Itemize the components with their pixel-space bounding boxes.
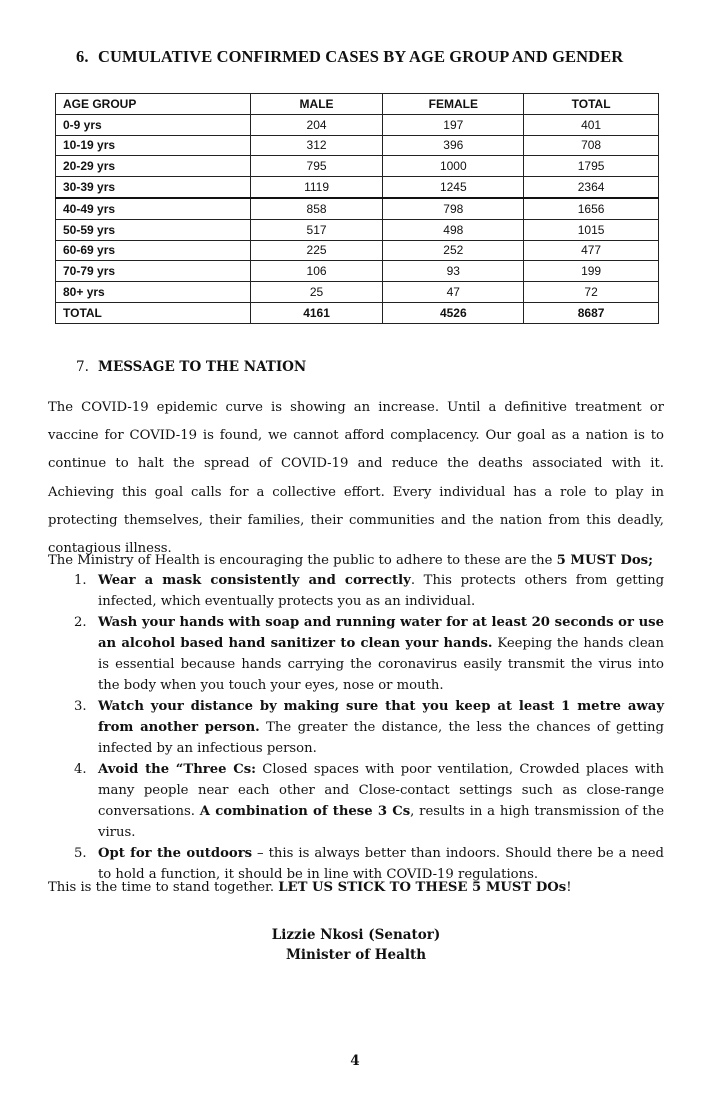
list-item xyxy=(48,612,664,696)
list-item-text: . This protects others from getting infected, which eventually protects you as an individual. xyxy=(98,573,665,609)
must-dos-intro-bold: 5 MUST Dos; xyxy=(556,553,653,568)
table-row xyxy=(56,114,659,135)
table-total-row xyxy=(56,302,659,323)
male-cell: 225 xyxy=(250,240,383,261)
signature-block xyxy=(200,925,512,965)
total-cell: 708 xyxy=(524,135,659,156)
male-cell: 517 xyxy=(250,219,383,240)
table-header-row xyxy=(56,94,659,115)
header-age-group: AGE GROUP xyxy=(56,94,251,115)
table-row xyxy=(56,282,659,303)
section-6-heading xyxy=(76,47,623,67)
header-male: MALE xyxy=(250,94,383,115)
list-item xyxy=(48,570,664,612)
total-cell: 1015 xyxy=(524,219,659,240)
total-label-cell: TOTAL xyxy=(56,302,251,323)
section-7-heading xyxy=(76,359,306,375)
table-row xyxy=(56,261,659,282)
table-row xyxy=(56,240,659,261)
total-cell: 1795 xyxy=(524,156,659,177)
list-item-text-2: , results in a high transmission of the virus. xyxy=(98,804,665,840)
header-female: FEMALE xyxy=(383,94,524,115)
must-dos-intro xyxy=(48,550,664,571)
male-cell: 858 xyxy=(250,198,383,219)
female-cell: 498 xyxy=(383,219,524,240)
list-item-text: Keeping the hands clean is essential because hands carrying the coronavirus easily transmit the virus into the body when you touch your eyes, nose or mouth. xyxy=(98,636,664,693)
list-item-bold-2: A combination of these 3 Cs xyxy=(199,804,411,819)
list-item-bold: Wash your hands with soap and running water for at least 20 seconds or use an alcohol based hand sanitizer to clean your hands. xyxy=(98,615,664,651)
total-cell: 72 xyxy=(524,282,659,303)
list-item xyxy=(48,759,664,843)
female-cell: 47 xyxy=(383,282,524,303)
total-cell: 401 xyxy=(524,114,659,135)
age-group-cell: 20-29 yrs xyxy=(56,156,251,177)
section-6-title: CUMULATIVE CONFIRMED CASES BY AGE GROUP AND GENDER xyxy=(98,47,624,66)
total-female-cell: 4526 xyxy=(383,302,524,323)
list-item-bold: Opt for the outdoors xyxy=(98,846,253,861)
closing-text: This is the time to stand together. xyxy=(48,880,279,895)
female-cell: 1000 xyxy=(383,156,524,177)
male-cell: 1119 xyxy=(250,177,383,198)
female-cell: 798 xyxy=(383,198,524,219)
list-item-number: 2. xyxy=(74,615,87,630)
list-item-text: Closed spaces with poor ventilation, Crowded places with many people near each other and Close-contact settings such as close-range conversations. xyxy=(98,762,665,819)
list-item-number: 1. xyxy=(74,573,87,588)
total-cell: 477 xyxy=(524,240,659,261)
list-item-number: 3. xyxy=(74,699,87,714)
age-group-cell: 10-19 yrs xyxy=(56,135,251,156)
male-cell: 25 xyxy=(250,282,383,303)
age-group-cell: 50-59 yrs xyxy=(56,219,251,240)
list-item xyxy=(48,696,664,759)
list-item-number: 5. xyxy=(74,846,87,861)
age-group-cell: 40-49 yrs xyxy=(56,198,251,219)
total-male-cell: 4161 xyxy=(250,302,383,323)
list-item-bold: Avoid the “Three Cs: xyxy=(98,762,256,777)
female-cell: 252 xyxy=(383,240,524,261)
age-group-cell: 0-9 yrs xyxy=(56,114,251,135)
section-7-title: MESSAGE TO THE NATION xyxy=(98,359,307,375)
section-6-number: 6. xyxy=(76,47,89,66)
table-row xyxy=(56,156,659,177)
total-cell: 2364 xyxy=(524,177,659,198)
male-cell: 204 xyxy=(250,114,383,135)
must-dos-intro-text: The Ministry of Health is encouraging the public to adhere to these are the xyxy=(48,553,557,568)
total-cell: 199 xyxy=(524,261,659,282)
table-row xyxy=(56,135,659,156)
page-number: 4 xyxy=(350,1053,360,1069)
cases-by-age-gender-table xyxy=(55,93,659,324)
female-cell: 396 xyxy=(383,135,524,156)
closing-line xyxy=(48,877,664,898)
signatory-name: Lizzie Nkosi (Senator) xyxy=(271,927,441,943)
female-cell: 93 xyxy=(383,261,524,282)
list-item-bold: Wear a mask consistently and correctly xyxy=(98,573,411,588)
list-item-text: – this is always better than indoors. Should there be a need to hold a function, it should be in line with COVID-19 regulations. xyxy=(98,846,664,882)
female-cell: 197 xyxy=(383,114,524,135)
table-row xyxy=(56,177,659,198)
table-row xyxy=(56,198,659,219)
table-row xyxy=(56,219,659,240)
list-item-number: 4. xyxy=(74,762,87,777)
age-group-cell: 70-79 yrs xyxy=(56,261,251,282)
age-group-cell: 80+ yrs xyxy=(56,282,251,303)
age-group-cell: 60-69 yrs xyxy=(56,240,251,261)
list-item-bold: Watch your distance by making sure that you keep at least 1 metre away from another person. xyxy=(98,699,664,735)
grand-total-cell: 8687 xyxy=(524,302,659,323)
female-cell: 1245 xyxy=(383,177,524,198)
age-group-cell: 30-39 yrs xyxy=(56,177,251,198)
male-cell: 795 xyxy=(250,156,383,177)
header-total: TOTAL xyxy=(524,94,659,115)
male-cell: 106 xyxy=(250,261,383,282)
message-paragraph: The COVID-19 epidemic curve is showing an increase. Until a definitive treatment or vaccine for COVID-19 is found, we cannot afford complacency. Our goal as a nation is to continue to halt the spread of COVID-19 and reduce the deaths associated with it. Achieving this goal calls for a collective effort. Every individual has a role to play in protecting themselves, their families, their communities and the nation from this deadly, contagious illness. xyxy=(48,400,664,557)
total-cell: 1656 xyxy=(524,198,659,219)
closing-end: ! xyxy=(566,880,572,895)
list-item-text: The greater the distance, the less the chances of getting infected by an infectious person. xyxy=(98,720,664,756)
male-cell: 312 xyxy=(250,135,383,156)
signatory-title: Minister of Health xyxy=(285,947,427,963)
must-dos-list xyxy=(48,570,664,885)
closing-bold: LET US STICK TO THESE 5 MUST DOs xyxy=(278,880,567,895)
section-7-number: 7. xyxy=(76,359,89,375)
